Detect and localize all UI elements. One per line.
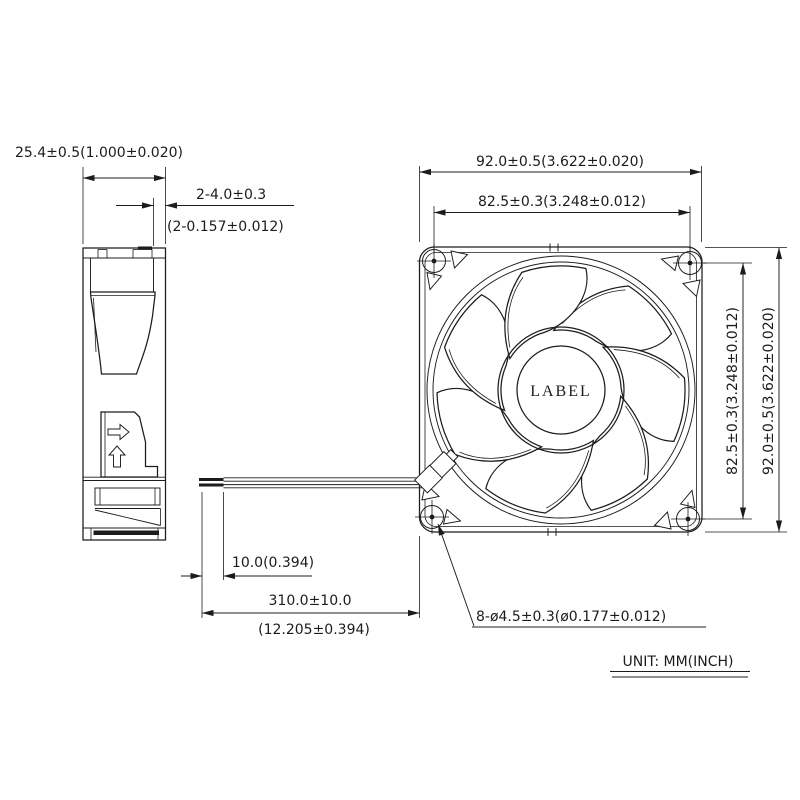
dim-flange-inch: (2-0.157±0.012)	[167, 219, 284, 235]
dim-frame-width: 92.0±0.5(3.622±0.020)	[476, 154, 644, 170]
dim-hole-pitch-v: 82.5±0.3(3.248±0.012)	[725, 307, 741, 475]
dim-wire-length-mm: 310.0±10.0	[268, 593, 352, 609]
dim-hole-pitch-h: 82.5±0.3(3.248±0.012)	[478, 194, 646, 210]
fan-front-view	[414, 239, 709, 536]
dim-mounting-holes: 8-ø4.5±0.3(ø0.177±0.012)	[476, 609, 667, 625]
parting-mark	[138, 247, 152, 250]
unit-note: UNIT: MM(INCH)	[622, 654, 734, 670]
wire-connector	[415, 450, 458, 493]
dim-wire-length-inch: (12.205±0.394)	[258, 622, 370, 638]
corner-rib	[451, 251, 468, 268]
leader-line-mounting-holes	[438, 524, 474, 626]
dim-frame-height: 92.0±0.5(3.622±0.020)	[761, 307, 777, 475]
motor-block	[101, 412, 158, 477]
blade-profile-top	[91, 292, 156, 374]
dim-side-thickness: 25.4±0.5(1.000±0.020)	[15, 145, 183, 161]
hub-label: LABEL	[530, 383, 592, 400]
dim-wire-strip: 10.0(0.394)	[231, 555, 315, 571]
fan-side-view	[83, 247, 166, 541]
dim-flange-mm: 2-4.0±0.3	[196, 187, 267, 203]
